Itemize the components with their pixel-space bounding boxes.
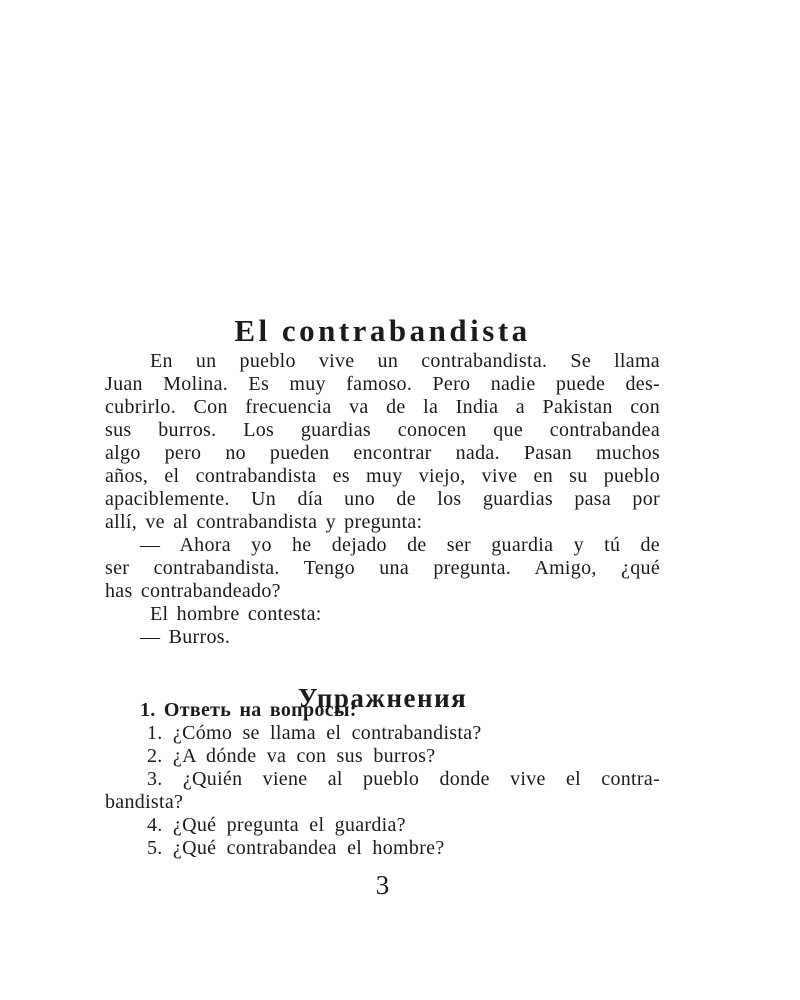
story-text-line: sus burros. Los guardias conocen que contrabandea	[105, 419, 660, 441]
story-text-line: En un pueblo vive un contrabandista. Se llama	[150, 350, 660, 372]
story-text	[105, 350, 660, 649]
story-text-line: algo pero no pueden encontrar nada. Pasan muchos	[105, 442, 660, 464]
exercise-question-line: 2. ¿A dónde va con sus burros?	[147, 745, 436, 767]
exercise-question-line: 1. ¿Cómo se llama el contrabandista?	[147, 722, 482, 744]
story-text-line: has contrabandeado?	[105, 580, 281, 602]
exercise-question-line: bandista?	[105, 791, 184, 813]
story-text-line: años, el contrabandista es muy viejo, vive en su pueblo	[105, 465, 660, 487]
exercise-question-line: 4. ¿Qué pregunta el guardia?	[147, 814, 406, 836]
story-text-line: allí, ve al contrabandista y pregunta:	[105, 511, 423, 533]
story-text-line: ser contrabandista. Tengo una pregunta. Amigo, ¿qué	[105, 557, 660, 579]
story-text-line: Juan Molina. Es muy famoso. Pero nadie puede des-	[105, 373, 660, 395]
story-text-line: El hombre contesta:	[150, 603, 322, 625]
story-title: El contrabandista	[234, 312, 531, 348]
exercises-section-header: Упражнения	[297, 683, 468, 714]
story-text-line: apaciblemente. Un día uno de los guardias pasa por	[105, 488, 660, 510]
story-text-line: cubrirlo. Con frecuencia va de la India a Pakistan con	[105, 396, 660, 418]
exercises-list	[105, 699, 660, 860]
exercise-task-label: 1. Ответь на вопросы:	[140, 699, 357, 721]
exercise-question-line: 5. ¿Qué contrabandea el hombre?	[147, 837, 445, 859]
story-text-line: — Burros.	[140, 626, 231, 648]
page-number: 3	[375, 870, 390, 900]
exercise-question-line: 3. ¿Quién viene al pueblo donde vive el contra-	[147, 768, 660, 790]
story-text-line: — Ahora yo he dejado de ser guardia y tú de	[140, 534, 660, 556]
